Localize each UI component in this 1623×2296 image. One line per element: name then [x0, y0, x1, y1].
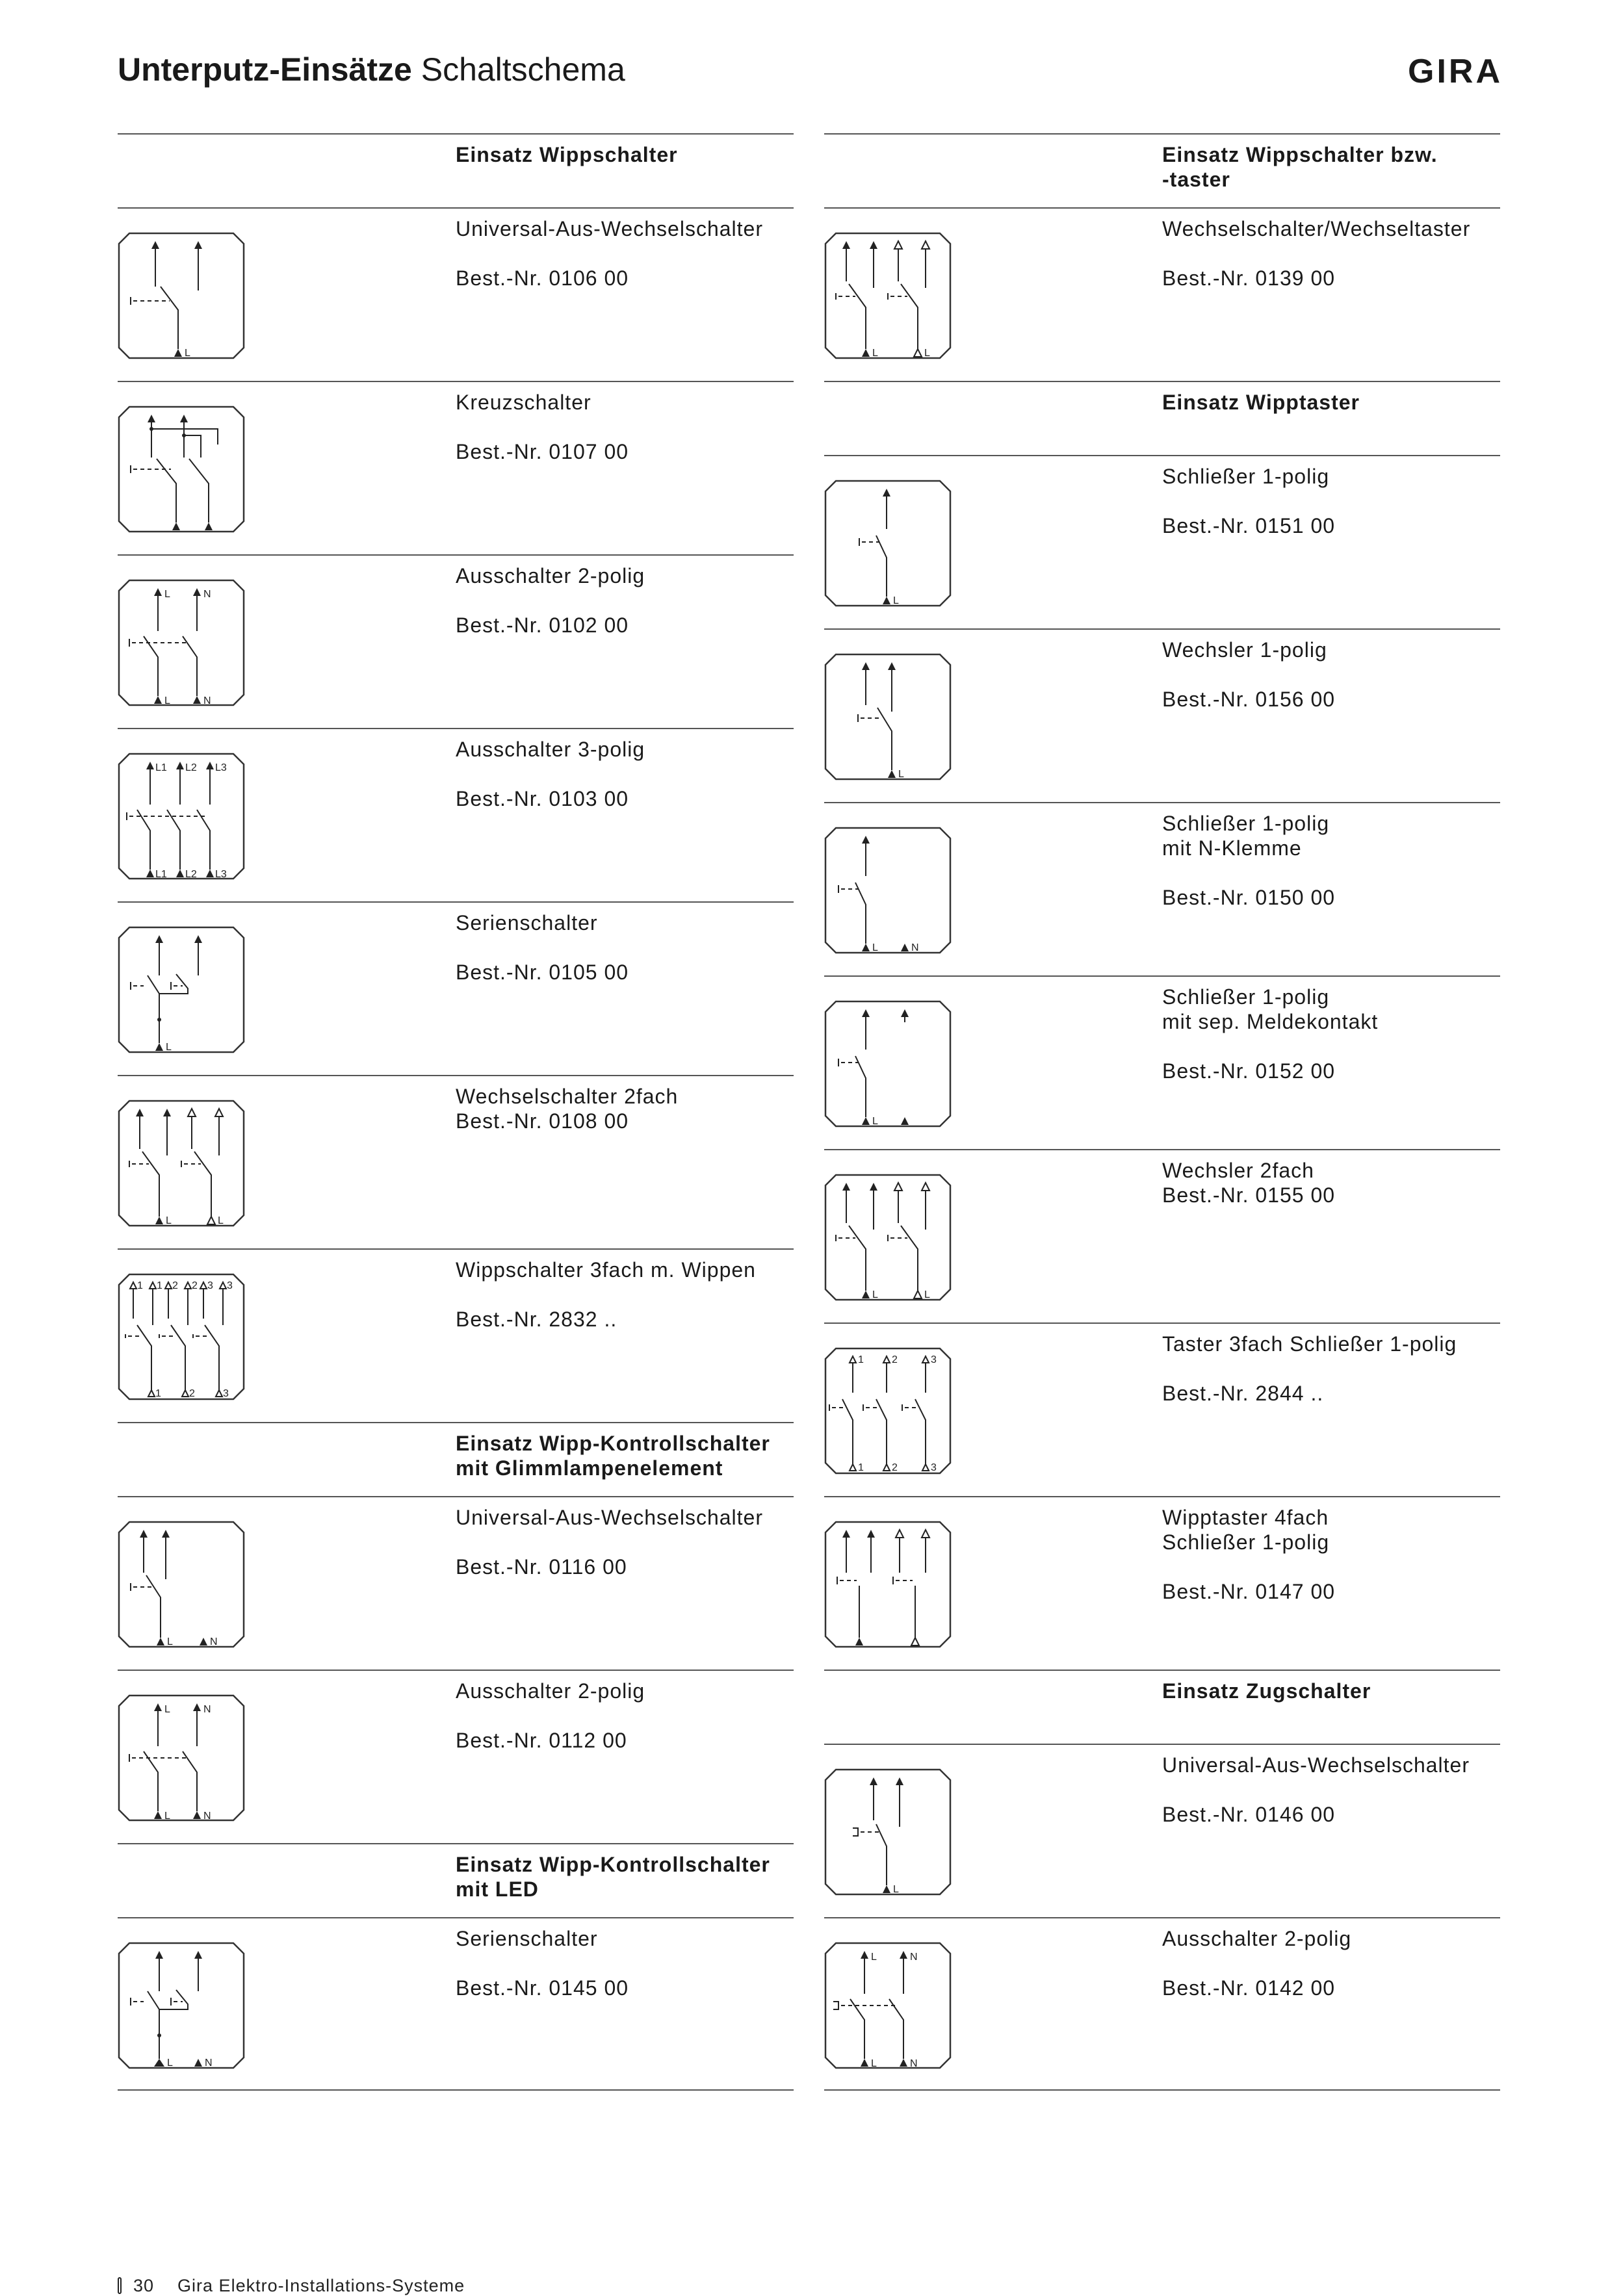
left-column	[118, 133, 794, 2091]
product-row	[118, 554, 794, 728]
terminal-label: L	[924, 348, 930, 359]
order-number: Best.-Nr. 0105 00	[456, 961, 629, 984]
terminal-label: N	[210, 1636, 218, 1647]
terminal-label: L	[893, 595, 899, 606]
terminal-label: L	[164, 695, 170, 706]
product-row	[824, 207, 1500, 381]
terminal-label: L	[185, 348, 190, 359]
product-row	[824, 1744, 1500, 1917]
schematic-diagram	[118, 1100, 245, 1227]
schematic-diagram	[824, 232, 952, 359]
section-heading	[824, 1670, 1500, 1744]
terminal-label: 1	[858, 1354, 864, 1365]
schematic-diagram	[824, 1768, 952, 1896]
right-column	[824, 133, 1500, 2091]
page-title	[118, 51, 625, 88]
schematic-diagram	[824, 653, 952, 780]
schematic-diagram	[824, 1942, 952, 2069]
product-name: Universal-Aus-Wechselschalter	[456, 217, 763, 240]
product-name: Serienschalter	[456, 1927, 598, 1950]
terminal-label: 1	[137, 1280, 143, 1291]
product-name: Wippschalter 3fach m. Wippen	[456, 1258, 756, 1282]
terminal-label: 2	[172, 1280, 178, 1291]
terminal-label: N	[203, 1811, 211, 1822]
order-number: Best.-Nr. 0152 00	[1162, 1059, 1336, 1083]
section-heading	[118, 1422, 794, 1496]
order-number: Best.-Nr. 0112 00	[456, 1729, 627, 1752]
terminal-label: 3	[223, 1388, 229, 1399]
order-number: Best.-Nr. 0107 00	[456, 440, 629, 463]
section-heading	[824, 381, 1500, 455]
terminal-label: N	[203, 695, 211, 706]
section-heading	[118, 133, 794, 207]
terminal-label: L	[167, 2057, 173, 2069]
order-number: Best.-Nr. 0145 00	[456, 1976, 629, 2000]
product-name: Ausschalter 2-polig	[456, 1679, 645, 1703]
terminal-label: 1	[858, 1462, 864, 1473]
product-row	[118, 901, 794, 1075]
terminal-label: L	[166, 1215, 172, 1226]
heading-text: Einsatz Wippschalter bzw. -taster	[1162, 143, 1438, 191]
title-light: Schaltschema	[421, 51, 625, 88]
product-row	[824, 1496, 1500, 1670]
product-row	[824, 628, 1500, 802]
terminal-label: 3	[931, 1462, 937, 1473]
terminal-label: 2	[892, 1354, 898, 1365]
terminal-label: L	[898, 769, 904, 780]
schematic-diagram	[118, 1694, 245, 1822]
heading-text: Einsatz Zugschalter	[1162, 1679, 1371, 1703]
product-row	[824, 1149, 1500, 1322]
brand-logo: GIRA	[1408, 53, 1503, 90]
product-row	[118, 1075, 794, 1248]
product-name: Wechsler 2fach	[1162, 1159, 1314, 1182]
schematic-diagram	[118, 232, 245, 359]
product-name: Wipptaster 4fach Schließer 1-polig	[1162, 1506, 1330, 1554]
schematic-diagram	[824, 1347, 952, 1475]
product-row	[824, 1917, 1500, 2091]
terminal-label: 2	[892, 1462, 898, 1473]
terminal-label: L2	[185, 869, 197, 880]
terminal-label: L	[872, 942, 878, 953]
page-footer	[118, 2276, 465, 2296]
product-name: Serienschalter	[456, 911, 598, 935]
product-name: Wechsler 1-polig	[1162, 638, 1327, 662]
order-number: Best.-Nr. 0103 00	[456, 787, 629, 810]
terminal-label: L	[164, 1811, 170, 1822]
terminal-label: N	[910, 2058, 918, 2069]
terminal-label: L	[893, 1884, 899, 1895]
product-name: Schließer 1-polig	[1162, 465, 1330, 488]
terminal-label: N	[203, 589, 211, 600]
product-name: Ausschalter 3-polig	[456, 738, 645, 761]
section-heading	[118, 1843, 794, 1917]
terminal-label: L	[218, 1215, 224, 1226]
terminal-label: 1	[157, 1280, 162, 1291]
schematic-diagram	[118, 1942, 245, 2069]
product-name: Ausschalter 2-polig	[456, 564, 645, 587]
order-number: Best.-Nr. 0151 00	[1162, 514, 1336, 537]
schematic-diagram	[118, 406, 245, 533]
terminal-label: 3	[931, 1354, 937, 1365]
terminal-label: 3	[227, 1280, 233, 1291]
order-number: Best.-Nr. 0147 00	[1162, 1580, 1336, 1603]
product-row	[118, 207, 794, 381]
terminal-label: L3	[215, 762, 227, 773]
footer-text: Gira Elektro-Installations-Systeme	[177, 2276, 465, 2295]
section-heading	[824, 133, 1500, 207]
terminal-label: L	[872, 1289, 878, 1300]
product-row	[118, 381, 794, 554]
heading-text: Einsatz Wipp-Kontrollschalter mit LED	[456, 1853, 770, 1901]
terminal-label: L3	[215, 869, 227, 880]
order-number: Best.-Nr. 0150 00	[1162, 886, 1336, 909]
terminal-label: L	[871, 2058, 877, 2069]
terminal-label: L2	[185, 762, 197, 773]
order-number: Best.-Nr. 2832 ..	[456, 1308, 617, 1331]
terminal-label: L	[872, 1116, 878, 1127]
order-number: Best.-Nr. 2844 ..	[1162, 1382, 1324, 1405]
product-row	[118, 1248, 794, 1422]
product-row	[824, 975, 1500, 1149]
product-row	[118, 728, 794, 901]
schematic-diagram	[118, 753, 245, 880]
product-name: Ausschalter 2-polig	[1162, 1927, 1352, 1950]
terminal-label: L1	[155, 762, 167, 773]
product-name: Schließer 1-polig mit N-Klemme	[1162, 812, 1330, 860]
order-number: Best.-Nr. 0139 00	[1162, 266, 1336, 290]
terminal-label: L	[164, 1704, 170, 1715]
order-number: Best.-Nr. 0142 00	[1162, 1976, 1336, 2000]
schematic-diagram	[824, 480, 952, 607]
product-name: Universal-Aus-Wechselschalter	[1162, 1753, 1470, 1777]
info-icon	[118, 2277, 122, 2294]
product-row	[824, 1322, 1500, 1496]
schematic-diagram	[824, 1000, 952, 1128]
product-name: Wechselschalter/Wechseltaster	[1162, 217, 1471, 240]
schematic-diagram	[118, 579, 245, 706]
schematic-diagram	[824, 827, 952, 954]
schematic-diagram	[118, 1521, 245, 1648]
terminal-label: L1	[155, 869, 167, 880]
order-number: Best.-Nr. 0108 00	[456, 1109, 629, 1133]
terminal-label: L	[871, 1952, 877, 1963]
heading-text: Einsatz Wipptaster	[1162, 391, 1360, 414]
product-row	[824, 455, 1500, 628]
schematic-diagram	[824, 1521, 952, 1648]
terminal-label: 2	[192, 1280, 198, 1291]
product-name: Universal-Aus-Wechselschalter	[456, 1506, 763, 1529]
heading-text: Einsatz Wipp-Kontrollschalter mit Glimmlampenelement	[456, 1432, 770, 1480]
product-name: Schließer 1-polig mit sep. Meldekontakt	[1162, 985, 1379, 1033]
terminal-label: N	[205, 2057, 213, 2069]
product-row	[118, 1496, 794, 1670]
terminal-label: N	[203, 1704, 211, 1715]
order-number: Best.-Nr. 0102 00	[456, 613, 629, 637]
terminal-label: L	[166, 1042, 172, 1053]
terminal-label: 1	[155, 1388, 161, 1399]
terminal-label: 3	[207, 1280, 213, 1291]
order-number: Best.-Nr. 0146 00	[1162, 1803, 1336, 1826]
order-number: Best.-Nr. 0116 00	[456, 1555, 627, 1579]
product-name: Wechselschalter 2fach	[456, 1085, 679, 1108]
product-row	[118, 1917, 794, 2091]
product-name: Taster 3fach Schließer 1-polig	[1162, 1332, 1457, 1356]
order-number: Best.-Nr. 0155 00	[1162, 1183, 1336, 1207]
heading-text: Einsatz Wippschalter	[456, 143, 678, 166]
product-row	[118, 1670, 794, 1843]
product-name: Kreuzschalter	[456, 391, 591, 414]
terminal-label: L	[164, 589, 170, 600]
terminal-label: N	[911, 942, 919, 953]
product-row	[824, 802, 1500, 975]
order-number: Best.-Nr. 0106 00	[456, 266, 629, 290]
terminal-label: L	[872, 348, 878, 359]
terminal-label: N	[910, 1952, 918, 1963]
schematic-diagram	[118, 926, 245, 1053]
title-bold: Unterputz-Einsätze	[118, 51, 412, 88]
order-number: Best.-Nr. 0156 00	[1162, 688, 1336, 711]
terminal-label: L	[924, 1289, 930, 1300]
schematic-diagram	[118, 1273, 245, 1400]
schematic-diagram	[824, 1174, 952, 1301]
terminal-label: L	[167, 1636, 173, 1647]
terminal-label: 2	[189, 1388, 195, 1399]
page-number: 30	[133, 2276, 155, 2295]
